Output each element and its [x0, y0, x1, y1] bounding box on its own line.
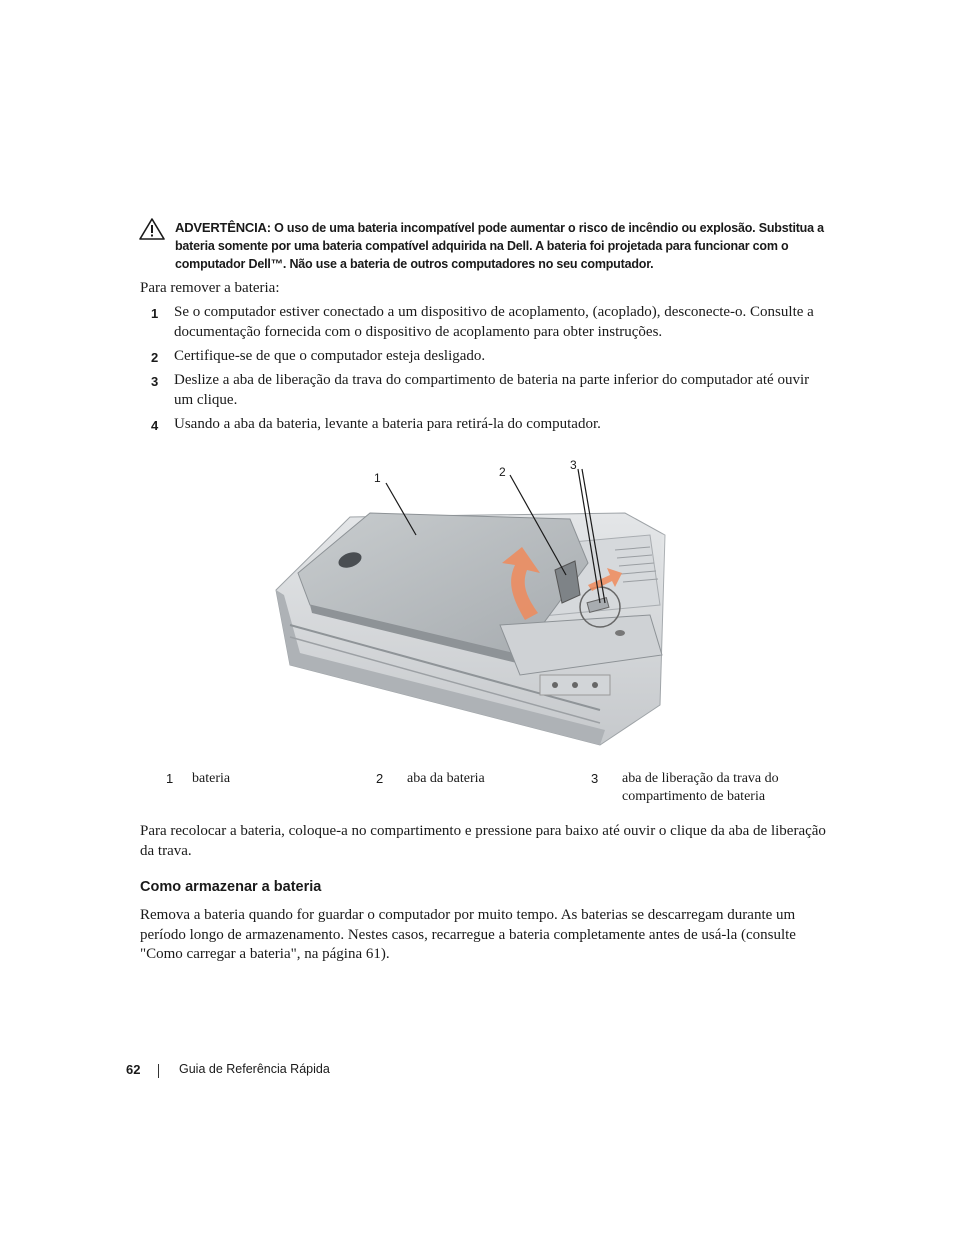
legend-number: 1	[166, 771, 174, 786]
step-text: Deslize a aba de liberação da trava do compartimento de bateria na parte inferior do computador até ouvir um clique.	[174, 372, 810, 408]
storage-text: Remova a bateria quando for guardar o computador por muito tempo. As baterias se descarregam durante um período longo de armazenamento. Nestes casos, recarregue a bateria completamente antes de usá-la (consulte "Como carregar a bateria", na página 61).	[140, 907, 796, 962]
intro-text: Para remover a bateria:	[140, 280, 280, 296]
legend-text: aba da bateria	[407, 771, 485, 786]
callout-2: 2	[499, 465, 506, 479]
legend-number: 2	[376, 771, 384, 786]
replace-battery-text: Para recolocar a bateria, coloque-a no compartimento e pressione para baixo até ouvir o clique da aba de liberação da trava.	[140, 823, 826, 859]
warning-label: ADVERTÊNCIA:	[175, 220, 271, 235]
step-number: 2	[151, 350, 159, 365]
footer-title: Guia de Referência Rápida	[179, 1062, 330, 1076]
section-heading: Como armazenar a bateria	[140, 879, 322, 895]
footer-separator	[158, 1064, 159, 1078]
warning-notice	[175, 219, 825, 273]
warning-body: O uso de uma bateria incompatível pode aumentar o risco de incêndio ou explosão. Substitua a bateria somente por uma bateria compatível adquirida na Dell. A bateria foi projetada para funcionar com o computador Dell™. Não use a bateria de outros computadores no seu computador.	[175, 221, 824, 271]
step-text: Se o computador estiver conectado a um dispositivo de acoplamento, (acoplado), desconecte-o. Consulte a documentação fornecida com o dispositivo de acoplamento para obter instruções.	[174, 304, 814, 340]
warning-triangle-icon	[139, 218, 165, 240]
callout-3: 3	[570, 458, 577, 472]
legend-number: 3	[591, 771, 599, 786]
step-number: 3	[151, 374, 159, 389]
callout-1: 1	[374, 471, 381, 485]
page-number: 62	[126, 1062, 141, 1077]
battery-removal-illustration	[270, 455, 690, 755]
legend-text: bateria	[192, 771, 231, 786]
step-text: Certifique-se de que o computador esteja desligado.	[174, 348, 486, 364]
step-text: Usando a aba da bateria, levante a bateria para retirá-la do computador.	[174, 416, 601, 432]
step-number: 1	[151, 306, 159, 321]
step-number: 4	[151, 418, 159, 433]
legend-text: aba de liberação da trava do compartimento de bateria	[622, 771, 779, 804]
